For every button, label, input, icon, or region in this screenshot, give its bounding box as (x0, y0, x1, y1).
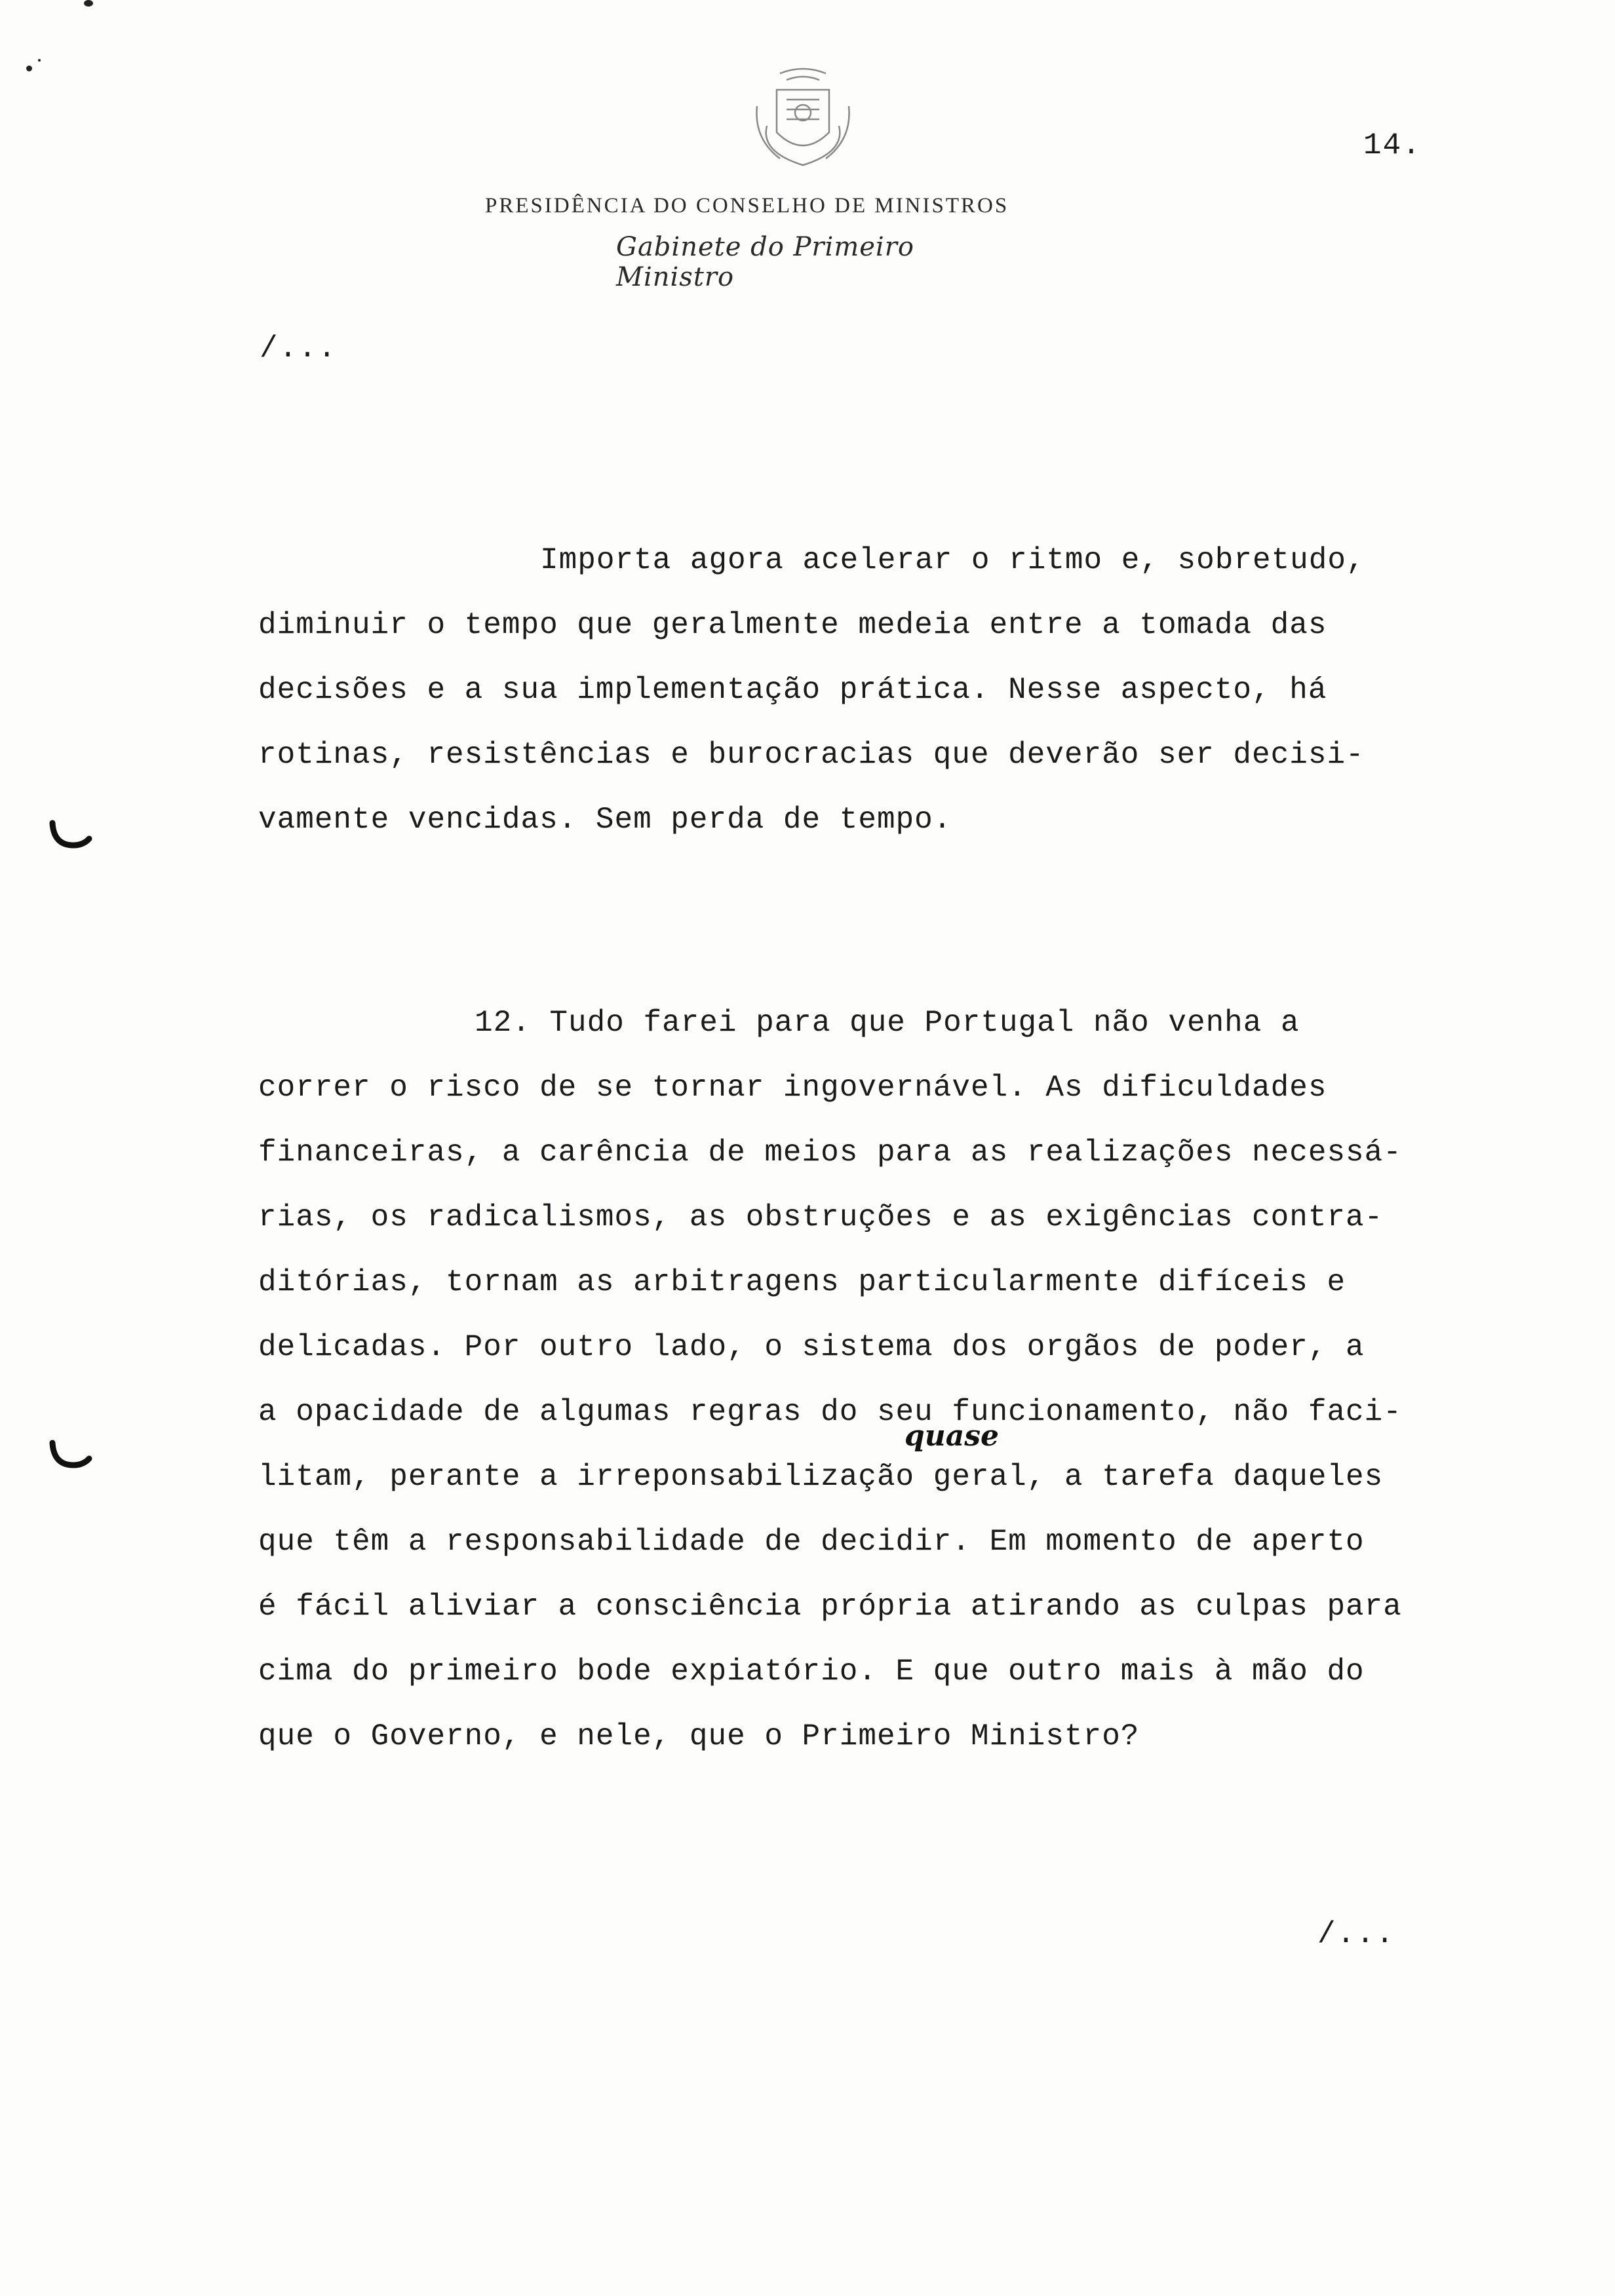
text-line: rias, os radicalismos, as obstruções e as exigências contra- (258, 1200, 1384, 1234)
text-line: diminuir o tempo que geralmente medeia entre a tomada das (258, 608, 1327, 642)
margin-hole-punch-mark (47, 1439, 93, 1472)
text-line: delicadas. Por outro lado, o sistema dos orgãos de poder, a (258, 1330, 1365, 1364)
text-line: cima do primeiro bode expiatório. E que outro mais à mão do (258, 1655, 1365, 1689)
text-line: litam, perante a irreponsabilização geral, a tarefa daqueles (258, 1460, 1384, 1494)
office-subtitle: Gabinete do Primeiro Ministro (616, 232, 914, 292)
text-line: financeiras, a carência de meios para as realizações necessá- (258, 1136, 1402, 1170)
continuation-marker-top: /... (260, 332, 338, 366)
scan-speck (84, 0, 93, 7)
text-line: vamente vencidas. Sem perda de tempo. (258, 803, 952, 837)
organization-title: PRESIDÊNCIA DO CONSELHO DE MINISTROS (485, 194, 1009, 218)
text-line: é fácil aliviar a consciência própria atirando as culpas para (258, 1590, 1402, 1624)
text-line: 12. Tudo farei para que Portugal não venha a (475, 1006, 1300, 1040)
margin-hole-punch-mark (47, 819, 93, 852)
text-line: correr o risco de se tornar ingovernável. As dificuldades (258, 1071, 1327, 1105)
text-line: que têm a responsabilidade de decidir. Em momento de aperto (258, 1525, 1365, 1559)
handwritten-insertion: quase (905, 1419, 1000, 1453)
text-line: a opacidade de algumas regras do seu funcionamento, não faci- (258, 1395, 1402, 1429)
scan-speck (38, 59, 41, 62)
paragraph-2 (258, 991, 1471, 1769)
scan-speck (26, 66, 32, 71)
coat-of-arms-seal-icon (741, 60, 865, 178)
text-line: decisões e a sua implementação prática. Nesse aspecto, há (258, 673, 1327, 707)
text-line: ditórias, tornam as arbitragens particularmente difíceis e (258, 1265, 1346, 1299)
continuation-marker-bottom: /... (1317, 1917, 1395, 1951)
paragraph-1 (258, 528, 1471, 852)
text-line: rotinas, resistências e burocracias que deverão ser decisi- (258, 738, 1365, 772)
page-number: 14. (1363, 128, 1422, 163)
text-line: que o Governo, e nele, que o Primeiro Ministro? (258, 1719, 1140, 1753)
text-line: Importa agora acelerar o ritmo e, sobretudo, (540, 543, 1365, 577)
